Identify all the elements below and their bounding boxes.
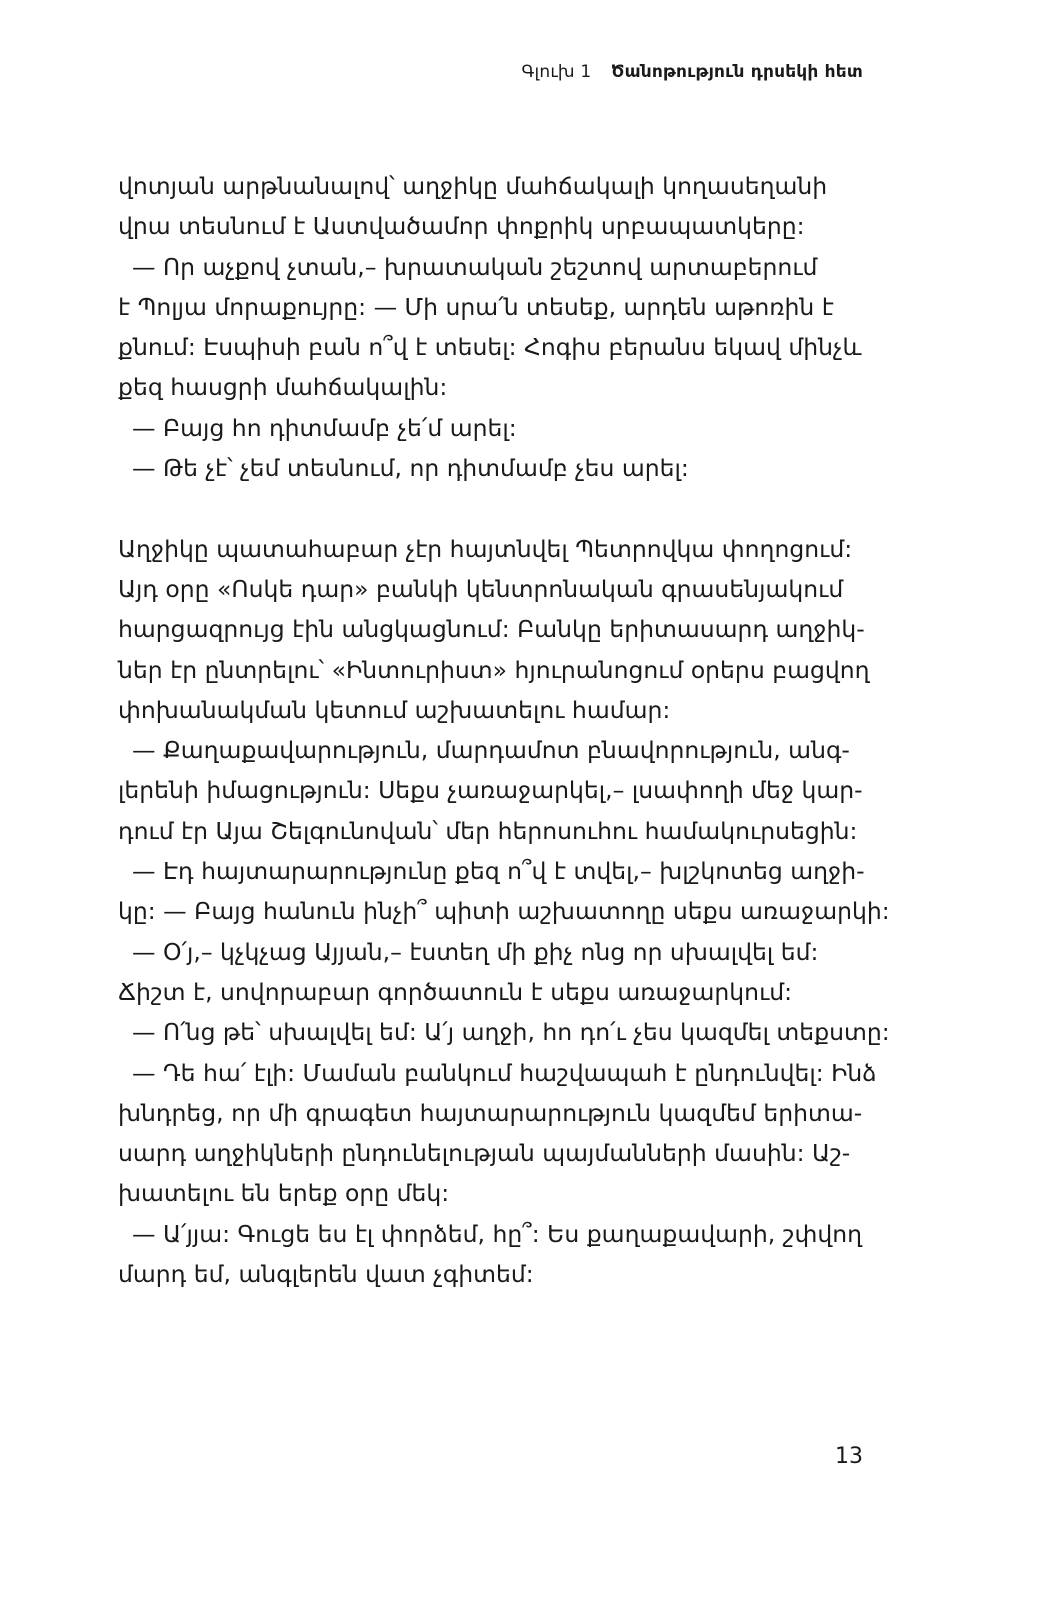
text-line: — Որ աչքով չտան,– խրատական շեշտով արտաբերում — [132, 252, 818, 281]
body-text — [118, 166, 890, 1294]
text-line: Աղջիկը պատահաբար չէր հայտնվել Պետրովկա փողոցում: — [118, 534, 853, 563]
text-line: — Ա՛յյա: Գուցե ես էլ փորձեմ, հը՞: Ես քաղաքավարի, շփվող — [132, 1219, 863, 1248]
text-line: է Պոլյա մորաքույրը: — Մի սրա՛ն տեսեք, արդեն աթոռին է — [118, 292, 834, 321]
text-line: քնում: Էսպիսի բան ո՞վ է տեսել: Հոգիս բերանս եկավ մինչև — [118, 333, 862, 362]
paragraph — [118, 448, 863, 488]
text-line: Այդ օրը «Ոսկե դար» բանկի կենտրոնական գրասենյակում — [118, 574, 844, 603]
text-line: — Էդ հայտարարությունը քեզ ո՞վ է տվել,– խլշկոտեց աղջի- — [132, 857, 865, 886]
text-line: — Օ՛յ,– կչկչաց Այյան,– էստեղ մի քիչ ոնց որ սխալվել եմ: — [132, 937, 819, 966]
text-line: հարցազրույց էին անցկացնում: Բանկը երիտասարդ աղջիկ- — [118, 615, 865, 644]
text-line: ներ էր ընտրելու՝ «Ինտուրիստ» հյուրանոցում օրերս բացվող — [118, 655, 870, 684]
text-line: կը: — Բայց հանուն ինչի՞ պիտի աշխատողը սեքս առաջարկի: — [118, 897, 890, 926]
paragraph — [118, 247, 863, 408]
text-line: — Ո՛նց թե՝ սխալվել եմ: Ա՛յ աղջի, հո դո՛ւ չես կազմել տեքստը: — [132, 1018, 890, 1047]
paragraph — [118, 851, 890, 932]
text-line: խնդրեց, որ մի գրագետ հայտարարություն կազմեմ երիտա- — [118, 1098, 863, 1127]
chapter-title: Ծանոթություն դրսեկի հետ — [611, 62, 863, 82]
text-line: փոխանակման կետում աշխատելու համար: — [118, 695, 671, 724]
text-line: — Դե հա՛ էլի: Մաման բանկում հաշվապահ է ընդունվել: Ինձ — [132, 1058, 877, 1087]
text-line: — Բայց հո դիտմամբ չե՛մ արել: — [132, 413, 517, 442]
text-line: սարդ աղջիկների ընդունելության պայմանների մասին: Աշ- — [118, 1139, 851, 1168]
text-line: Ճիշտ է, սովորաբար գործատուն է սեքս առաջարկում: — [118, 977, 793, 1006]
text-line: քեզ հասցրի մահճակալին: — [118, 373, 448, 402]
chapter-label: Գլուխ 1 — [521, 62, 592, 82]
paragraph — [118, 529, 870, 730]
paragraph — [118, 730, 863, 851]
paragraph — [118, 1214, 863, 1295]
paragraph — [118, 932, 863, 1013]
text-line: մարդ եմ, անգլերեն վատ չգիտեմ: — [118, 1260, 534, 1289]
page-number: 13 — [835, 1444, 863, 1469]
text-line: վրա տեսնում է Աստվածամոր փոքրիկ սրբապատկերը: — [118, 212, 805, 241]
text-line: լերենի իմացություն: Սեքս չառաջարկել,– լսափողի մեջ կար- — [118, 776, 863, 805]
text-line: — Քաղաքավարություն, մարդամոտ բնավորություն, անգ- — [132, 736, 850, 765]
paragraph — [118, 1053, 877, 1214]
text-line: դում էր Այա Շելգունովան՝ մեր հերոսուհու համակուրսեցին: — [118, 816, 858, 845]
text-line: խատելու են երեք օրը մեկ: — [118, 1179, 450, 1208]
text-line: վոտյան արթնանալով՝ աղջիկը մահճակալի կողասեղանի — [118, 172, 828, 200]
paragraph — [118, 166, 863, 247]
paragraph — [118, 1012, 890, 1052]
running-head — [522, 62, 863, 82]
paragraph-gap — [118, 488, 863, 528]
paragraph — [118, 408, 863, 448]
text-line: — Թե չէ՝ չեմ տեսնում, որ դիտմամբ չես արել: — [132, 454, 689, 483]
